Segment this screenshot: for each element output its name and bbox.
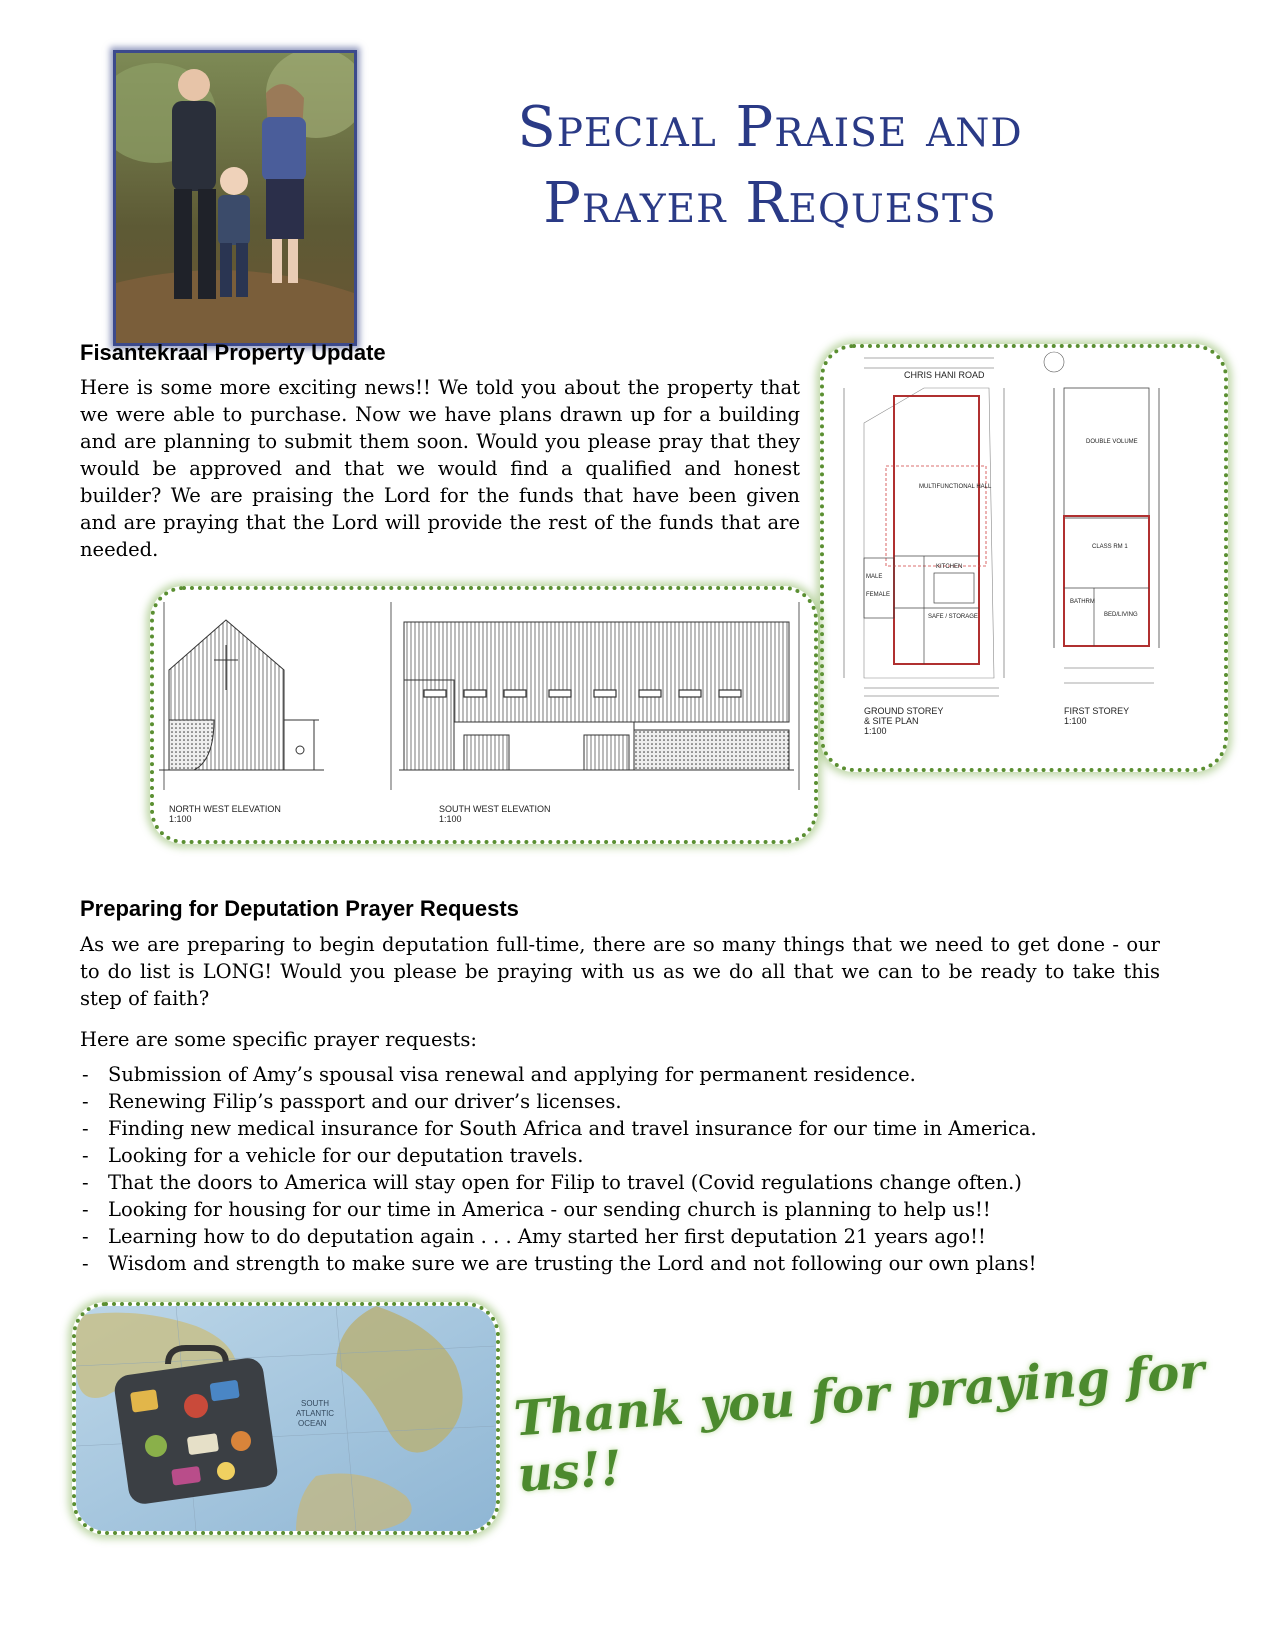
- list-bullet: -: [82, 1117, 89, 1140]
- suitcase-map-image: [72, 1302, 500, 1535]
- room-kitchen: KITCHEN: [936, 564, 963, 570]
- list-bullet: -: [82, 1171, 89, 1194]
- room-male: MALE: [866, 574, 883, 580]
- prayer-request-list: [80, 1061, 1180, 1277]
- room-bedliving: BED/LIVING: [1104, 612, 1138, 618]
- sw-elevation-scale: 1:100: [439, 814, 462, 824]
- list-item: [80, 1061, 1180, 1088]
- property-body: Here is some more exciting news!! We told you about the property that we were able to purchase. Now we have plans drawn up for a building and are planning to submit them soon. Would you please pray that they would be approved and that we would find a qualified and honest builder? We are praising the Lord for the funds that have been given and are praying that the Lord will provide the rest of the funds that are needed.: [80, 376, 800, 561]
- list-item: [80, 1115, 1180, 1142]
- list-item-text: Wisdom and strength to make sure we are trusting the Lord and not following our own plans!: [108, 1252, 1037, 1275]
- list-item-text: That the doors to America will stay open for Filip to travel (Covid regulations change often.): [108, 1171, 1022, 1194]
- ground-storey-label: GROUND STOREY: [864, 706, 944, 716]
- list-bullet: -: [82, 1090, 89, 1113]
- elevations-image: [150, 586, 818, 844]
- ocean-label-2: ATLANTIC: [296, 1409, 335, 1418]
- list-item-text: Submission of Amy’s spousal visa renewal and applying for permanent residence.: [108, 1063, 916, 1086]
- list-item: [80, 1169, 1180, 1196]
- room-hall: MULTIFUNCTIONAL HALL: [919, 484, 992, 490]
- deputation-intro: As we are preparing to begin deputation full-time, there are so many things that we need to get done - our to do list is LONG! Would you please be praying with us as we do all that we can to be ready to take this step of faith?: [80, 933, 1160, 1010]
- room-storage: SAFE / STORAGE: [928, 614, 978, 620]
- list-item: [80, 1088, 1180, 1115]
- list-item: [80, 1142, 1180, 1169]
- list-item-text: Finding new medical insurance for South Africa and travel insurance for our time in America.: [108, 1117, 1037, 1140]
- list-item-text: Learning how to do deputation again . . . Amy started her first deputation 21 years ago!!: [108, 1225, 986, 1248]
- deputation-lead: Here are some specific prayer requests:: [80, 1028, 477, 1051]
- ocean-label-1: SOUTH: [301, 1399, 329, 1408]
- first-storey-scale: 1:100: [1064, 716, 1087, 726]
- nw-elevation-scale: 1:100: [169, 814, 192, 824]
- list-item-text: Renewing Filip’s passport and our driver’s licenses.: [108, 1090, 622, 1113]
- room-female: FEMALE: [866, 592, 891, 598]
- room-double-volume: DOUBLE VOLUME: [1086, 439, 1138, 445]
- road-label: CHRIS HANI ROAD: [904, 370, 985, 380]
- closing-message: Thank you for praying for us!!: [512, 1343, 1207, 1504]
- first-storey-label: FIRST STOREY: [1064, 706, 1130, 716]
- room-bathroom: BATHRM: [1070, 599, 1095, 605]
- ground-storey-label-2: & SITE PLAN: [864, 716, 919, 726]
- page-title: [370, 90, 1170, 242]
- room-class: CLASS RM 1: [1092, 544, 1128, 550]
- list-item: [80, 1223, 1180, 1250]
- list-bullet: -: [82, 1252, 89, 1275]
- list-item-text: Looking for a vehicle for our deputation travels.: [108, 1144, 584, 1167]
- list-bullet: -: [82, 1063, 89, 1086]
- property-heading: Fisantekraal Property Update: [80, 340, 386, 365]
- family-photo: [113, 50, 357, 346]
- list-bullet: -: [82, 1225, 89, 1248]
- deputation-heading: Preparing for Deputation Prayer Requests: [80, 896, 519, 921]
- title-line-1: Special Praise and: [517, 95, 1023, 160]
- floor-plan-image: [820, 344, 1228, 772]
- title-line-2: Prayer Requests: [543, 171, 997, 236]
- nw-elevation-label: NORTH WEST ELEVATION: [169, 804, 281, 814]
- ground-storey-scale: 1:100: [864, 726, 887, 736]
- list-item: [80, 1196, 1180, 1223]
- list-item-text: Looking for housing for our time in America - our sending church is planning to help us!!: [108, 1198, 991, 1221]
- ocean-label-3: OCEAN: [298, 1419, 327, 1428]
- list-bullet: -: [82, 1144, 89, 1167]
- sw-elevation-label: SOUTH WEST ELEVATION: [439, 804, 551, 814]
- list-item: [80, 1250, 1180, 1277]
- list-bullet: -: [82, 1198, 89, 1221]
